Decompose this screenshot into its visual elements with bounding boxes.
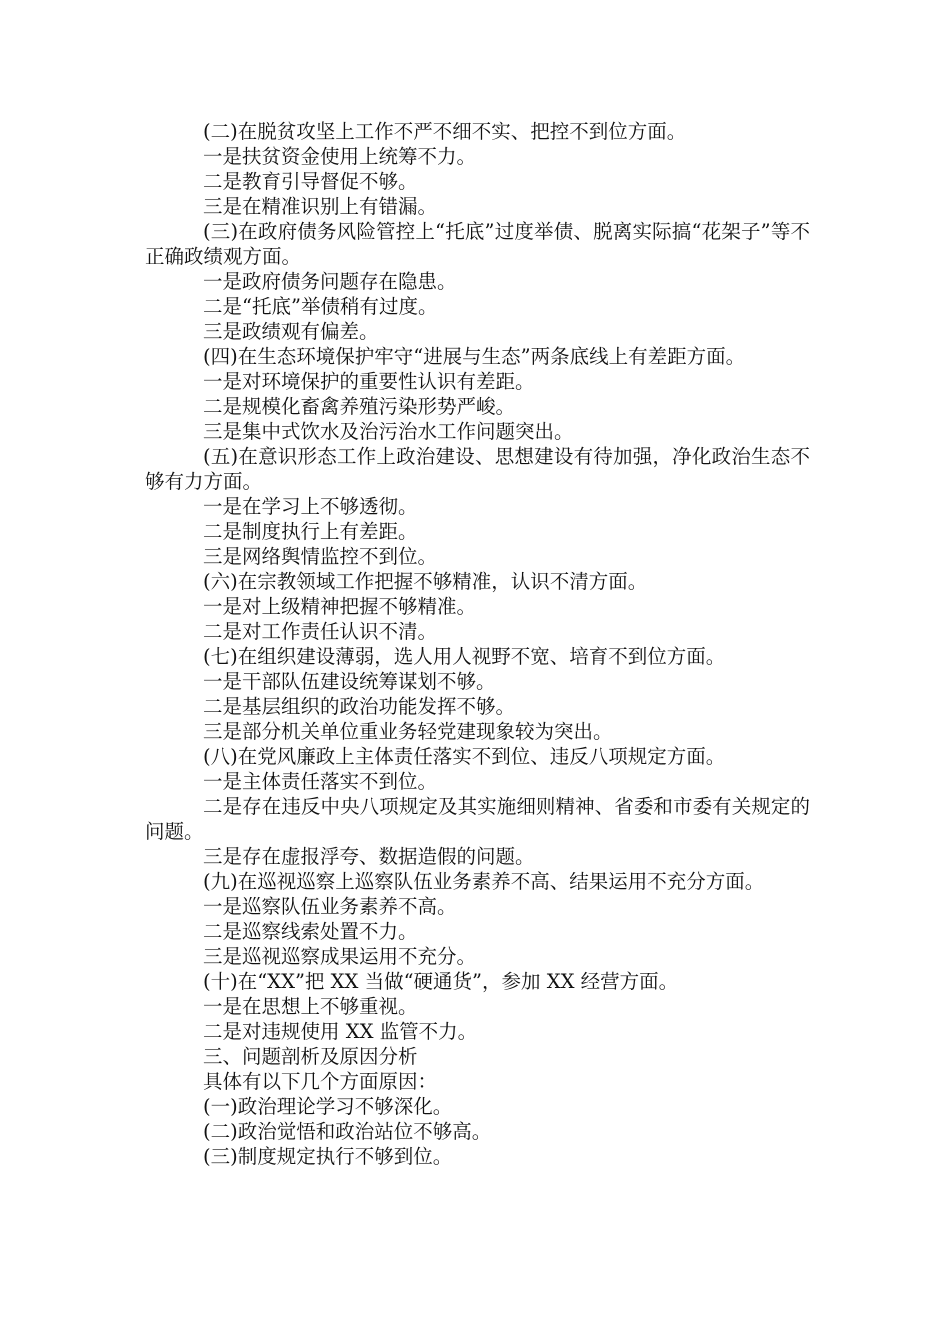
paragraph: (八)在党风廉政上主体责任落实不到位、违反八项规定方面。 [203, 745, 726, 768]
paragraph: 一是在思想上不够重视。 [203, 995, 418, 1018]
paragraph: 三是集中式饮水及治污治水工作问题突出。 [203, 420, 574, 443]
paragraph: 二是“托底”举债稍有过度。 [203, 295, 438, 318]
paragraph: (二)政治觉悟和政治站位不够高。 [203, 1120, 492, 1143]
paragraph: 一是扶贫资金使用上统筹不力。 [203, 145, 477, 168]
paragraph: 一是在学习上不够透彻。 [203, 495, 418, 518]
paragraph: 三是部分机关单位重业务轻党建现象较为突出。 [203, 720, 613, 743]
paragraph: 二是对违规使用 XX 监管不力。 [203, 1020, 478, 1043]
paragraph: 一是对环境保护的重要性认识有差距。 [203, 370, 535, 393]
paragraph: 一是巡察队伍业务素养不高。 [203, 895, 457, 918]
paragraph: 三是政绩观有偏差。 [203, 320, 379, 343]
paragraph: (三)制度规定执行不够到位。 [203, 1145, 453, 1168]
paragraph: 二是巡察线索处置不力。 [203, 920, 418, 943]
paragraph: 三是巡视巡察成果运用不充分。 [203, 945, 477, 968]
paragraph: (六)在宗教领域工作把握不够精准，认识不清方面。 [203, 570, 648, 593]
paragraph: (九)在巡视巡察上巡察队伍业务素养不高、结果运用不充分方面。 [203, 870, 765, 893]
paragraph: 三是存在虚报浮夸、数据造假的问题。 [203, 845, 535, 868]
paragraph: 二是基层组织的政治功能发挥不够。 [203, 695, 516, 718]
paragraph: (一)政治理论学习不够深化。 [203, 1095, 453, 1118]
document-body [145, 119, 810, 1169]
paragraph: 三是网络舆情监控不到位。 [203, 545, 438, 568]
paragraph: (十)在“XX”把 XX 当做“硬通货”，参加 XX 经营方面。 [203, 970, 679, 993]
paragraph: 一是政府债务问题存在隐患。 [203, 270, 457, 293]
paragraph: (七)在组织建设薄弱，选人用人视野不宽、培育不到位方面。 [203, 645, 726, 668]
paragraph: 二是制度执行上有差距。 [203, 520, 418, 543]
paragraph: (五)在意识形态工作上政治建设、思想建设有待加强，净化政治生态不够有力方面。 [145, 445, 810, 493]
paragraph: 二是规模化畜禽养殖污染形势严峻。 [203, 395, 516, 418]
paragraph: 二是教育引导督促不够。 [203, 170, 418, 193]
paragraph: 一是干部队伍建设统筹谋划不够。 [203, 670, 496, 693]
paragraph: (三)在政府债务风险管控上“托底”过度举债、脱离实际搞“花架子”等不正确政绩观方面。 [145, 220, 810, 268]
paragraph: 三是在精准识别上有错漏。 [203, 195, 438, 218]
paragraph: 二是存在违反中央八项规定及其实施细则精神、省委和市委有关规定的问题。 [145, 795, 810, 843]
paragraph: 二是对工作责任认识不清。 [203, 620, 438, 643]
paragraph: (四)在生态环境保护牢守“进展与生态”两条底线上有差距方面。 [203, 345, 746, 368]
paragraph: 三、问题剖析及原因分析 [203, 1045, 418, 1068]
paragraph: (二)在脱贫攻坚上工作不严不细不实、把控不到位方面。 [203, 120, 687, 143]
paragraph: 一是主体责任落实不到位。 [203, 770, 438, 793]
paragraph: 具体有以下几个方面原因： [203, 1070, 438, 1093]
paragraph: 一是对上级精神把握不够精准。 [203, 595, 477, 618]
